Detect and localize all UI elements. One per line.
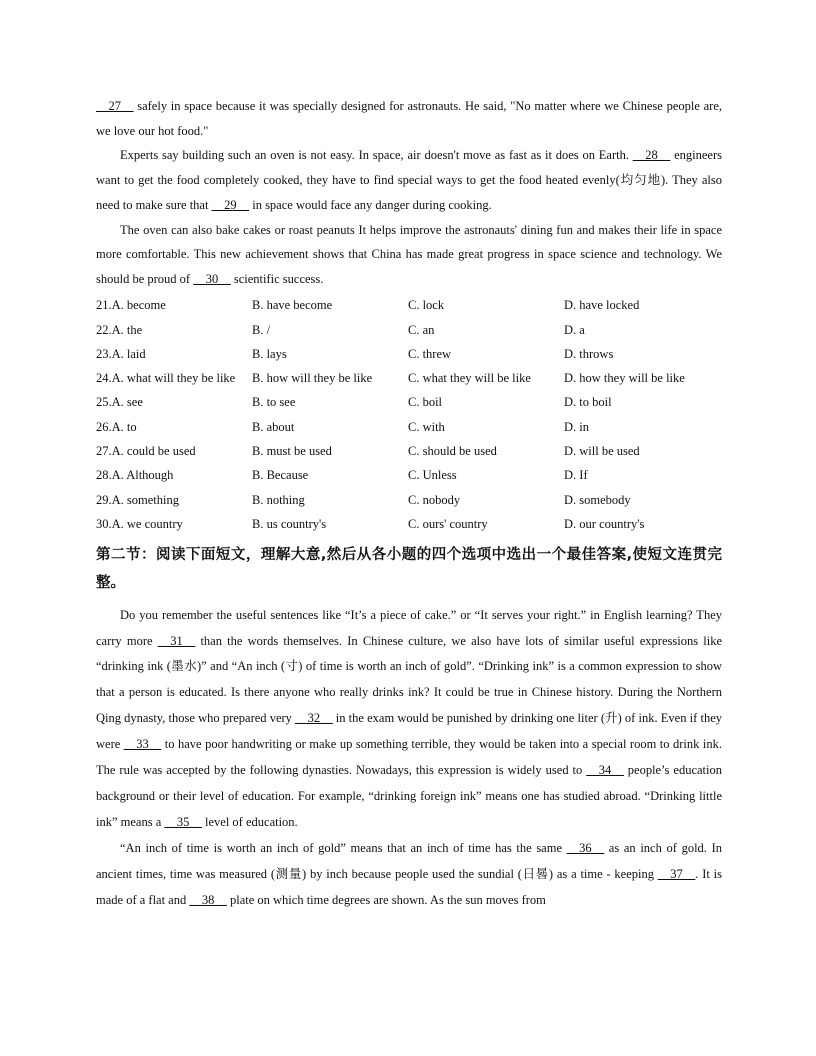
passage-one [96,94,722,292]
option-d: D. If [564,468,588,483]
paragraph-text: than the words themselves. In Chinese culture, we also have lots of similar useful expressions like “drinking ink (墨水)” and “An inch (寸) of time is worth an inch of gold”. “Drinking ink” is a common expression to show that a person is educated. Is there anyone who really drinks ink? It could be true in Chinese history. During the Northern Qing dynasty, those who prepared very [96,633,723,726]
paragraph-text: safely in space because it was specially designed for astronauts. He said, "No matter where we Chinese people are, we love our hot food." [96,99,722,138]
option-a [96,298,252,313]
passage-two [96,603,722,914]
option-b: B. lays [252,346,287,361]
paragraph-text: in the exam would be punished by drinking one liter (升) of ink. Even if they were [96,711,722,752]
option-a [96,395,252,410]
option-d: D. throws [564,346,614,361]
option-a [96,493,252,508]
answer-blank: __30__ [193,271,231,286]
question-row [96,294,722,318]
paragraph-text: The oven can also bake cakes or roast peanuts It helps improve the astronauts' dining fun and makes their life in space more comfortable. This new achievement shows that China has made great progress in space science and technology. We should be proud of [96,222,722,286]
question-number: 30. [96,516,112,531]
option-a [96,444,252,459]
document-page [96,94,722,913]
paragraph-text: Experts say building such an oven is not easy. In space, air doesn't move as fast as it does on Earth. [120,148,633,163]
option-d: D. to boil [564,395,612,410]
paragraph-text: scientific success. [230,271,324,286]
option-d: D. in [564,419,589,434]
option-d: D. somebody [564,492,631,507]
option-a [96,517,252,532]
section-two-heading: 第二节：阅读下面短文，理解大意,然后从各小题的四个选项中选出一个最佳答案,使短文连贯完整。 [96,546,722,591]
paragraph-text: level of education. [201,814,298,829]
option-c: C. lock [408,298,445,313]
option-a-text: A. see [111,395,143,410]
option-a-text: A. laid [111,346,146,361]
option-a [96,323,252,338]
option-b: B. about [252,419,295,434]
answer-blank: __32__ [295,711,333,726]
option-d: D. how they will be like [564,371,685,386]
option-a [96,371,252,386]
paragraph-text: engineers want to get the food completely cooked, they have to find special ways to get the food heated evenly(均匀地). They also need to make sure that [96,148,722,212]
option-c: C. Unless [408,468,457,483]
option-a-text: A. the [111,322,143,337]
question-row [96,367,722,391]
option-a [96,347,252,362]
option-d: D. have locked [564,298,640,313]
option-c: C. nobody [408,492,461,507]
option-a-text: A. could be used [111,444,196,459]
question-row [96,488,722,512]
passage-two-paragraph-2 [96,836,722,914]
answer-blank: __34__ [586,763,624,778]
option-a-text: A. what will they be like [111,371,236,386]
question-number: 21. [96,298,112,313]
answer-blank: __37__ [657,866,696,881]
question-number: 24. [96,371,112,386]
question-row [96,391,722,415]
option-b: B. / [252,322,271,337]
paragraph-text: as an inch of gold. In ancient times, time was measured (测量) by inch because people used the sundial (日晷) as a time - keeping [96,840,722,881]
paragraph-text: “An inch of time is worth an inch of gold” means that an inch of time has the same [120,840,567,855]
option-b: B. to see [252,395,296,410]
answer-blank: __29__ [211,197,250,212]
question-number: 29. [96,492,112,507]
paragraph-text: Do you remember the useful sentences like “It’s a piece of cake.” or “It serves your right.” in English learning? They carry more [96,607,722,648]
question-row [96,512,722,536]
answer-blank: __31__ [157,633,196,648]
option-c: C. ours' country [408,516,488,531]
question-number: 23. [96,346,112,361]
question-row [96,439,722,463]
question-options-list [96,294,722,537]
option-a [96,468,252,483]
option-d: D. a [564,322,585,337]
option-c: C. an [408,322,435,337]
option-a [96,420,252,435]
option-a-text: A. Although [111,468,174,483]
option-a-text: A. become [111,298,166,313]
paragraph-text: in space would face any danger during cooking. [249,197,492,212]
option-a-text: A. we country [111,516,183,531]
answer-blank: __27__ [96,99,134,113]
question-row [96,342,722,366]
option-b: B. Because [252,468,309,483]
question-number: 27. [96,444,112,459]
option-b: B. have become [252,298,333,313]
option-b: B. us country's [252,516,327,531]
question-row [96,415,722,439]
option-c: C. with [408,419,445,434]
option-c: C. what they will be like [408,371,531,386]
option-c: C. boil [408,395,443,410]
option-c: C. should be used [408,444,497,459]
paragraph-text: people’s education background or their level of education. For example, “drinking foreign ink” means one has studied abroad. “Drinking little ink” means a [96,763,723,829]
answer-blank: __28__ [632,148,671,163]
question-number: 26. [96,419,112,434]
option-a-text: A. something [111,492,179,507]
answer-blank: __36__ [566,840,605,855]
option-d: D. our country's [564,516,645,531]
option-a-text: A. to [111,419,137,434]
passage-one-paragraph-1 [96,94,722,143]
option-b: B. how will they be like [252,371,373,386]
option-b: B. must be used [252,444,332,459]
question-number: 28. [96,468,112,483]
paragraph-text: plate on which time degrees are shown. As the sun moves from [226,892,546,907]
option-b: B. nothing [252,492,305,507]
passage-two-paragraph-1 [96,603,722,836]
paragraph-text: . It is made of a flat and [96,866,722,907]
answer-blank: __35__ [164,814,202,829]
question-row [96,318,722,342]
question-number: 25. [96,395,112,410]
paragraph-text: to have poor handwriting or make up something terrible, they would be taken into a special room to drink ink. The rule was accepted by the following dynasties. Nowadays, this expression is widely used to [96,737,722,778]
passage-one-paragraph-3 [96,218,722,292]
passage-one-paragraph-2 [96,143,722,217]
answer-blank: __38__ [189,892,227,907]
option-d: D. will be used [564,444,640,459]
answer-blank: __33__ [123,737,162,752]
question-row [96,464,722,488]
option-c: C. threw [408,346,452,361]
question-number: 22. [96,322,112,337]
